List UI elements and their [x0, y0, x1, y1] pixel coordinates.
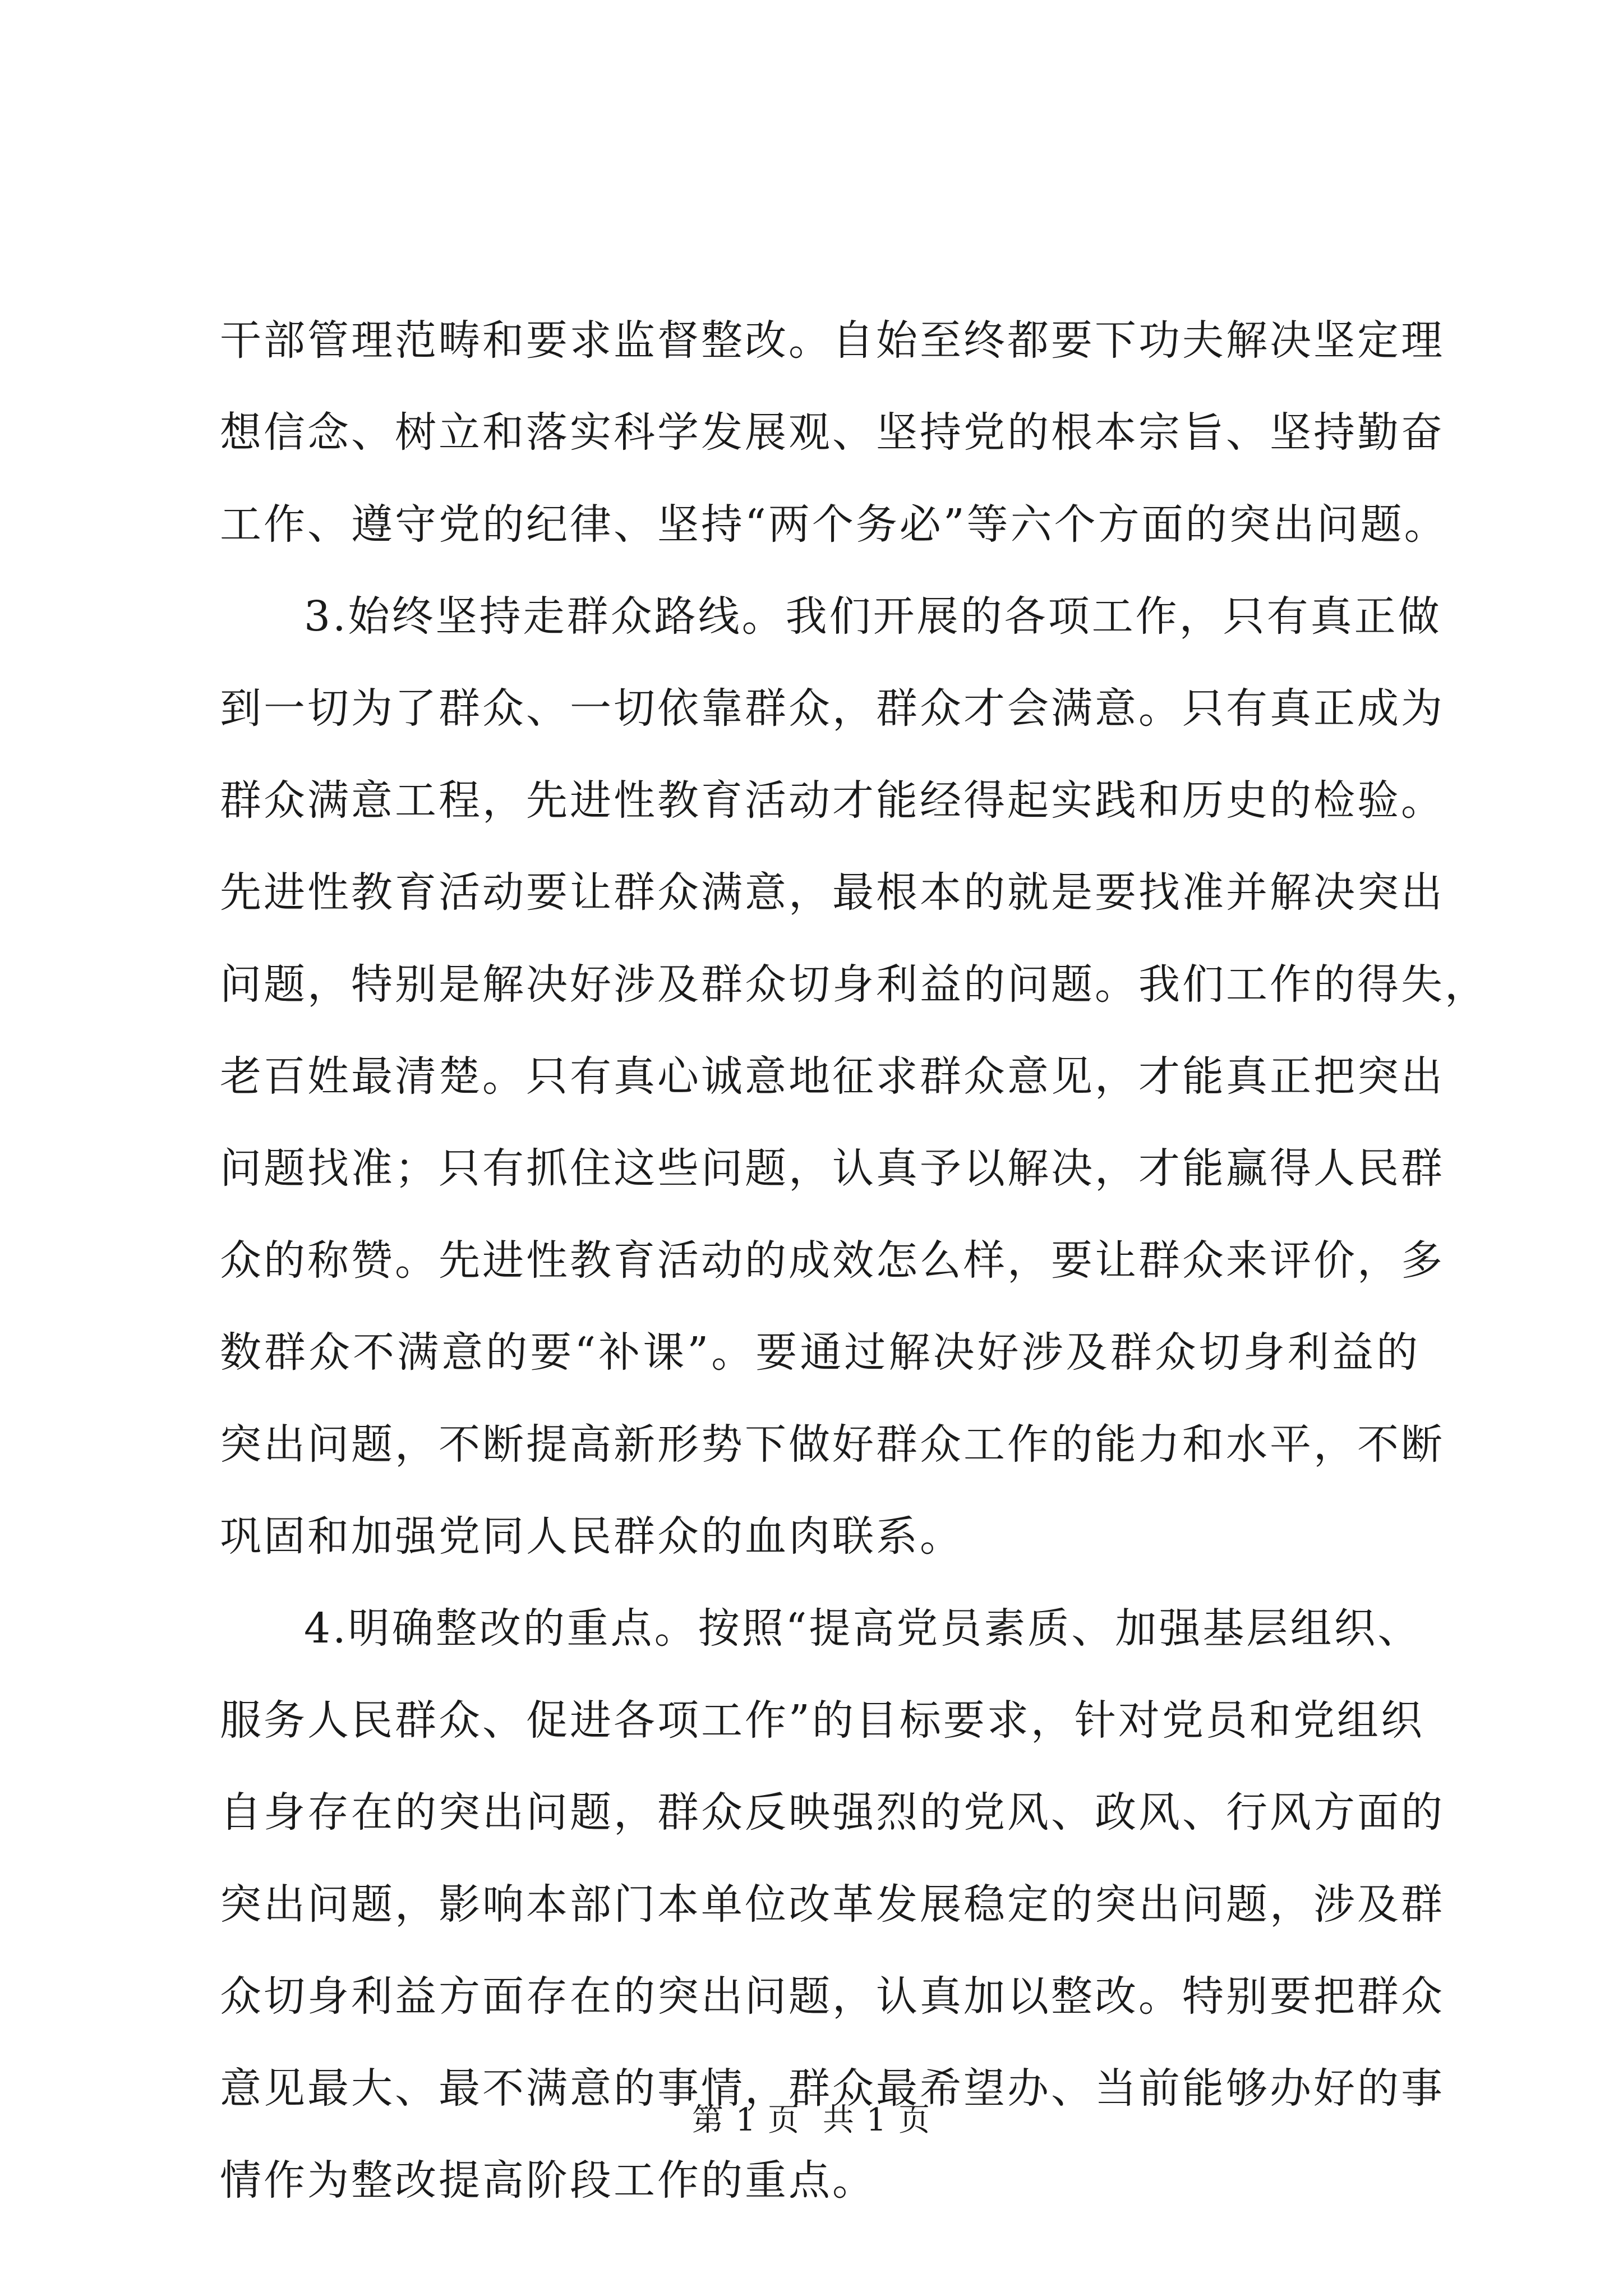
text-line: 意见最大、最不满意的事情，群众最希望办、当前能够办好的事: [220, 2064, 1445, 2113]
document-body: [220, 295, 1488, 2226]
text-line: 老百姓最清楚。只有真心诚意地征求群众意见，才能真正把突出: [220, 1052, 1445, 1101]
text-line: 众切身利益方面存在的突出问题，认真加以整改。特别要把群众: [220, 1972, 1445, 2021]
text-line: 服务人民群众、促进各项工作”的目标要求，针对党员和党组织: [220, 1696, 1424, 1745]
text-line: 工作、遵守党的纪律、坚持“两个务必”等六个方面的突出问题。: [220, 500, 1448, 549]
page-number-current: 第 1 页: [691, 2102, 801, 2138]
text-line: 突出问题，不断提高新形势下做好群众工作的能力和水平，不断: [220, 1420, 1445, 1469]
page-footer: [0, 2098, 1623, 2143]
text-line: 问题，特别是解决好涉及群众切身利益的问题。我们工作的得失，: [220, 960, 1488, 1009]
text-line: 自身存在的突出问题，群众反映强烈的党风、政风、行风方面的: [220, 1788, 1445, 1837]
text-line: 问题找准；只有抓住这些问题，认真予以解决，才能赢得人民群: [220, 1144, 1445, 1193]
text-line: 突出问题，影响本部门本单位改革发展稳定的突出问题，涉及群: [220, 1880, 1445, 1929]
text-line: 干部管理范畴和要求监督整改。自始至终都要下功夫解决坚定理: [220, 316, 1445, 365]
page-number-total: 共 1 页: [822, 2102, 932, 2138]
text-line: 想信念、树立和落实科学发展观、坚持党的根本宗旨、坚持勤奋: [220, 408, 1445, 457]
text-line: 数群众不满意的要“补课”。要通过解决好涉及群众切身利益的: [220, 1328, 1420, 1377]
text-line: 先进性教育活动要让群众满意，最根本的就是要找准并解决突出: [220, 868, 1445, 917]
paragraph-3-heading-line: 3.始终坚持走群众路线。我们开展的各项工作，只有真正做: [304, 592, 1442, 641]
text-line: 到一切为了群众、一切依靠群众，群众才会满意。只有真正成为: [220, 684, 1445, 733]
paragraph-4-heading-line: 4.明确整改的重点。按照“提高党员素质、加强基层组织、: [304, 1604, 1422, 1653]
text-line: 巩固和加强党同人民群众的血肉联系。: [220, 1512, 963, 1561]
text-line: 众的称赞。先进性教育活动的成效怎么样，要让群众来评价，多: [220, 1236, 1445, 1285]
text-line: 情作为整改提高阶段工作的重点。: [220, 2156, 876, 2205]
text-line: 群众满意工程，先进性教育活动才能经得起实践和历史的检验。: [220, 776, 1445, 825]
